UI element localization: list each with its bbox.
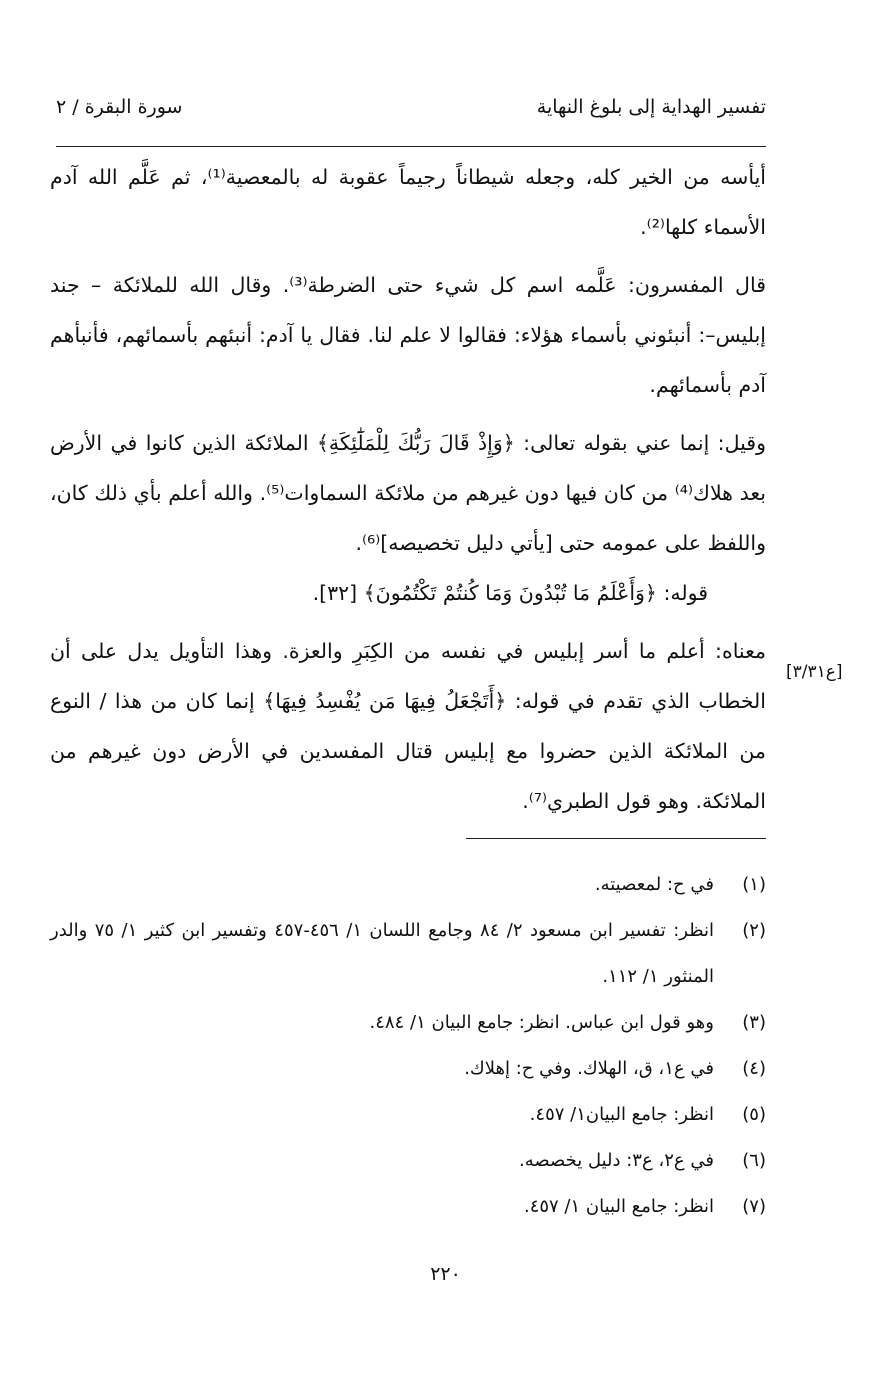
page-number: ٢٢٠ — [430, 1263, 461, 1285]
footnote-divider — [466, 838, 766, 839]
paragraph-5: معناه: أعلم ما أسر إبليس في نفسه من الكِبَرِ والعزة. وهذا التأويل يدل على أن الخطاب الذي تقدم في قوله: ﴿أَتَجْعَلُ فِيهَا مَن يُفْسِدُ فِيهَا﴾ إنما كان من هذا / النوع من الملائكة الذين حضروا مع إبليس قتال المفسدين في الأرض دون غيرهم من الملائكة. وهو قول الطبري⁽⁷⁾. — [50, 639, 766, 813]
footnote-text: في ع٢، ع٣: دليل يخصصه. — [519, 1150, 714, 1171]
footnote-text: في ح: لمعصيته. — [594, 874, 714, 895]
paragraph-2: قال المفسرون: عَلَّمه اسم كل شيء حتى الضرطة⁽³⁾. وقال الله للملائكة – جند إبليس–: أنبئوني بأسماء هؤلاء: فقالوا لا علم لنا. فقال يا آدم: أنبئهم بأسمائهم، فأنبأهم آدم بأسمائهم. — [50, 273, 766, 397]
paragraph-1: أيأسه من الخير كله، وجعله شيطاناً رجيماً عقوبة له بالمعصية⁽¹⁾، ثم عَلَّم الله آدم الأسماء كلها⁽²⁾. — [50, 165, 766, 239]
book-title: تفسير الهداية إلى بلوغ النهاية — [536, 96, 766, 118]
footnote-4 — [50, 1046, 766, 1092]
footnote-text: في ع١، ق، الهلاك. وفي ح: إهلاك. — [464, 1058, 714, 1079]
running-header — [56, 96, 766, 136]
main-text — [50, 152, 766, 826]
footnote-text: وهو قول ابن عباس. انظر: جامع البيان ١/ ٤٨٤. — [369, 1012, 714, 1033]
footnote-text: انظر: جامع البيان١/ ٤٥٧. — [529, 1104, 714, 1125]
manuscript-margin-reference: [ع٣/٣١] — [786, 662, 843, 682]
footnote-5 — [50, 1092, 766, 1138]
footnote-1 — [50, 862, 766, 908]
footnote-text: انظر: تفسير ابن مسعود ٢/ ٨٤ وجامع اللسان ١/ ٤٥٦-٤٥٧ وتفسير ابن كثير ١/ ٧٥ والدر المنثور ١/ ١١٢. — [50, 920, 714, 987]
footnote-6 — [50, 1138, 766, 1184]
footnote-number: (١) — [742, 874, 766, 895]
verse-heading: قوله: ﴿وَأَعْلَمُ مَا تُبْدُونَ وَمَا كُنتُمْ تَكْتُمُونَ﴾ [٣٢]. — [312, 581, 708, 605]
surah-label: سورة البقرة / ٢ — [56, 96, 183, 118]
footnote-number: (٤) — [742, 1058, 766, 1079]
paragraph-3: وقيل: إنما عني بقوله تعالى: ﴿وَإِذْ قَالَ رَبُّكَ لِلْمَلَٰٓئِكَةِ﴾ الملائكة الذين كانوا في الأرض بعد هلاك⁽⁴⁾ من كان فيها دون غيرهم من ملائكة السماوات⁽⁵⁾. والله أعلم بأي ذلك كان، واللفظ على عمومه حتى [يأتي دليل تخصيصه]⁽⁶⁾. — [50, 431, 766, 555]
footnote-7 — [50, 1184, 766, 1230]
footnote-text: انظر: جامع البيان ١/ ٤٥٧. — [523, 1196, 714, 1217]
footnote-number: (٢) — [742, 920, 766, 941]
footnote-number: (٥) — [742, 1104, 766, 1125]
footnote-number: (٧) — [742, 1196, 766, 1217]
footnotes — [50, 862, 766, 1230]
footnote-3 — [50, 1000, 766, 1046]
footnote-number: (٣) — [742, 1012, 766, 1033]
footnote-2 — [50, 908, 766, 1000]
footnote-number: (٦) — [742, 1150, 766, 1171]
header-divider — [56, 146, 766, 147]
